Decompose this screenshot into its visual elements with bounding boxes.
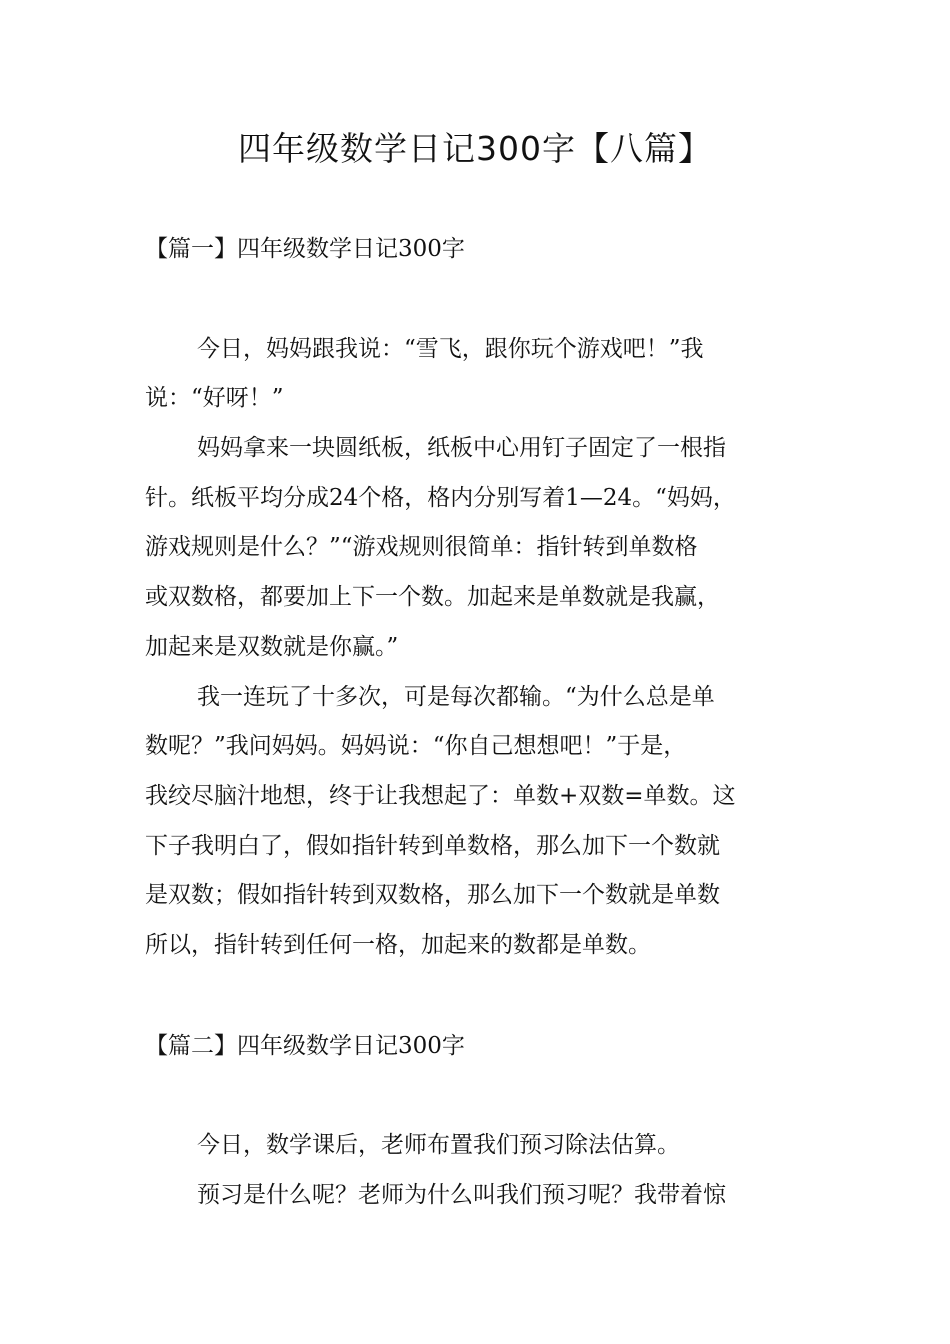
paragraph-line: 预习是什么呢？老师为什么叫我们预习呢？我带着惊: [197, 1182, 726, 1208]
paragraph-line: 游戏规则是什么？”“游戏规则很简单：指针转到单数格: [145, 534, 698, 560]
paragraph-line: 我绞尽脑汁地想，终于让我想起了：单数+双数=单数。这: [145, 783, 736, 809]
paragraph-line: 今日，妈妈跟我说：“雪飞，跟你玩个游戏吧！”我: [197, 336, 704, 362]
paragraph-line: 今日，数学课后，老师布置我们预习除法估算。: [197, 1132, 680, 1158]
paragraph-line: 或双数格，都要加上下一个数。加起来是单数就是我赢，: [145, 584, 720, 610]
paragraph-line: 说：“好呀！”: [145, 385, 284, 411]
paragraph-line: 是双数；假如指针转到双数格，那么加下一个数就是单数: [145, 882, 720, 908]
paragraph-line: 我一连玩了十多次，可是每次都输。“为什么总是单: [197, 684, 715, 710]
paragraph-line: 加起来是双数就是你赢。”: [145, 634, 399, 660]
paragraph-line: 数呢？”我问妈妈。妈妈说：“你自己想想吧！”于是，: [145, 733, 687, 759]
section-heading-2: 【篇二】四年级数学日记300字: [145, 1033, 465, 1059]
paragraph-line: 妈妈拿来一块圆纸板，纸板中心用钉子固定了一根指: [197, 435, 726, 461]
section-heading-1: 【篇一】四年级数学日记300字: [145, 236, 465, 262]
document-title: 四年级数学日记300字【八篇】: [238, 129, 712, 168]
paragraph-line: 针。纸板平均分成24个格，格内分别写着1—24。“妈妈，: [145, 485, 736, 511]
paragraph-line: 所以，指针转到任何一格，加起来的数都是单数。: [145, 932, 651, 958]
paragraph-line: 下子我明白了，假如指针转到单数格，那么加下一个数就: [145, 833, 720, 859]
